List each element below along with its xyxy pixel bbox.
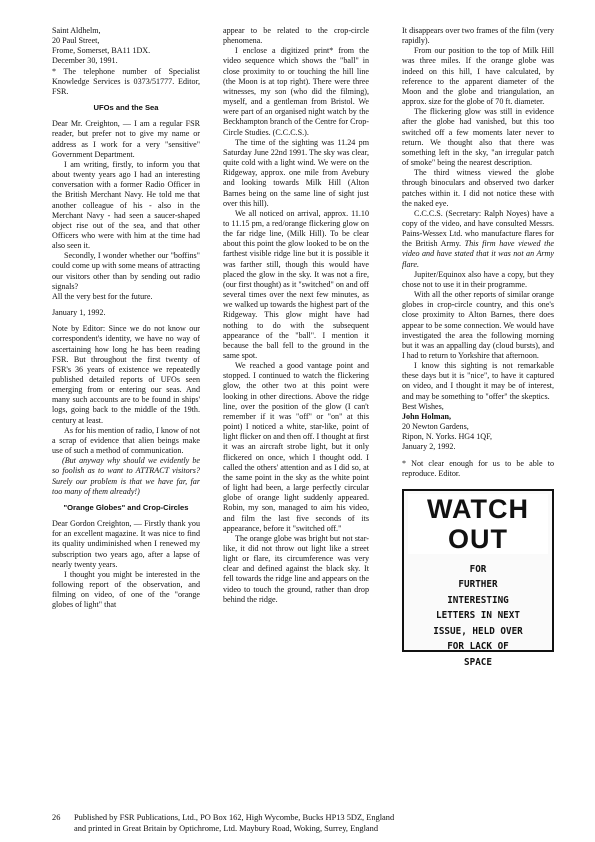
letter-paragraph: All the very best for the future.: [52, 291, 153, 301]
letter-paragraph: Dear Gordon Creighton, — Firstly thank you for an excellent magazine. It was nice to find its quality undiminished when I renewed my subscription two years ago, after a lapse of nearly twenty years.: [52, 519, 200, 569]
letter-text: C.C.C.S. (Secretary: Ralph Noyes) have a copy of the video, and have consulted Messrs. Pains-Wessex Ltd. who manufacture flares for the British Army.: [402, 208, 554, 249]
footer-line-1: [52, 812, 562, 823]
page-number: 26: [52, 813, 61, 822]
address-line: December 30, 1991.: [52, 56, 118, 66]
letter-text-italic: This firm have viewed the video and have stated that it was not an Army flare.: [402, 239, 555, 269]
section-heading: UFOs and the Sea: [93, 103, 159, 113]
editor-footnote: * Not clear enough for us to be able to reproduce. Editor.: [402, 458, 554, 478]
signature-address: 20 Newton Gardens,: [402, 422, 469, 432]
letter-paragraph: I am writing, firstly, to inform you that about twenty years ago I had an interesting conversation with a former Radio Officer in the British Merchant Navy. He told me that another colleague of his - also in the Merchant Navy - had seen a saucer-shaped object rise out of the sea, and that other Officers who were with him at the time had also seen it.: [52, 159, 200, 251]
address-line: 20 Paul Street,: [52, 36, 100, 46]
letter-paragraph: I know this sighting is not remarkable these days but it is "nice", to have it captured on video, and I thought it may be of interest, and may be something to "offer" the skeptics.: [402, 361, 554, 401]
letter-paragraph: The third witness viewed the globe through binoculars and observed two darker patches within it. I did not notice these with the naked eye.: [402, 168, 554, 208]
signature-address: January 2, 1992.: [402, 442, 456, 452]
editor-note: As for his mention of radio, I know of not a scrap of evidence that alien beings make use of such a method of communication.: [52, 425, 200, 456]
section-heading: "Orange Globes" and Crop-Circles: [63, 502, 189, 512]
signature-name: John Holman,: [402, 411, 452, 421]
letter-paragraph: Secondly, I wonder whether our "boffins" could come up with some means of attracting our visitors other than by sending out radio signals?: [52, 251, 200, 291]
address-line: Saint Aldhelm,: [52, 26, 101, 35]
letter-paragraph: With all the other reports of similar orange globes in crop-circle country, and this one's close proximity to Alton Barnes, there does appear to be some connection. We would have investigated the area the following morning but it was an appalling day (cloud bursts), and I had to return to Yorkshire that afternoon.: [402, 290, 554, 360]
address-line: Frome, Somerset, BA11 1DX.: [52, 46, 151, 56]
publisher-line: Published by FSR Publications, Ltd., PO Box 162, High Wycombe, Bucks HP13 5DZ, England: [74, 813, 395, 822]
letter-paragraph: From our position to the top of Milk Hill was three miles. If the orange globe was indeed on this hill, I have calculated, by reference to the apparent diameter of the Moon and the globe and triangulation, an approx. size for the globe of 70 ft. diameter.: [402, 46, 554, 107]
letter-paragraph: The flickering glow was still in evidence after the globe had vanished, but this too switched off a few moments later never to return. We thought also that there was something left in the sky, "an irregular patch of smoke" being the nearest description.: [402, 107, 554, 168]
letter-paragraph: We all noticed on arrival, approx. 11.10 to 11.15 pm, a red/orange flickering glow on the far ridge line, (Milk Hill). To be clear about this point the glow looked to be on the farthest visible ridge line but it is possible it was farther still, though this would have placed the glow in the sky. It was not a fire, (our first thought) as it "switched" on and off several times over the next few minutes, as we walked up towards the highest part of the Ridgeway. This glow might have had nothing to do with the subsequent appearance of the "ball". I mention it because the ball fell to the ground in the same spot.: [223, 208, 369, 360]
editor-note: Note by Editor: Since we do not know our correspondent's identity, we have no way of ascertaining how long he has been reading FSR. But throughout the first twenty of FSR's 36 years of existence we repeatedly published detailed reports of UFOs seen emerging from or entering our seas. And many such accounts are to be found in ships' logs, going back to the middle of the 19th. century at least.: [52, 324, 200, 425]
editor-note-italic: (But anyway why should we evidently be so foolish as to want to ATTRACT visitors? Surely our problem is that we have far, far too many of them already!): [52, 456, 200, 496]
letter-paragraph: The orange globe was bright but not star-like, it did not throw out light like a street light or flare, its circumference was very clear and defined against the black sky. It fell towards the ridge line and appears on the video to touch the ground, rather than drop behind the ridge.: [223, 533, 369, 604]
letter-paragraph: It disappears over two frames of the film (very rapidly).: [402, 26, 554, 46]
letter-paragraph: Jupiter/Equinox also have a copy, but they chose not to use it in their programme.: [402, 269, 554, 289]
column-3: [402, 26, 555, 668]
column-2: [223, 26, 369, 605]
printer-line: and printed in Great Britain by Optichrome, Ltd. Maybury Road, Woking, Surrey, England: [74, 824, 379, 833]
editor-footnote: * The telephone number of Specialist Knowledge Services is 0373/51777. Editor, FSR.: [52, 66, 200, 96]
letter-paragraph: appear to be related to the crop-circle phenomena.: [223, 26, 369, 46]
page-footer: [52, 812, 562, 834]
watch-out-box: [402, 489, 554, 668]
letter-paragraph: I thought you might be interested in the following report of the observation, and filming on video, of one of the "orange globes of light" that: [52, 569, 200, 610]
watch-out-title: WATCH OUT: [408, 494, 548, 554]
letter-paragraph: We reached a good vantage point and stopped. I continued to watch the flickering glow, the other two at this point were looking in other directions. Above the ridge line, over the position of the glow (I can't remember if it was "off" or "on" at this point) I noticed a white, star-like, point of light flicker on and then off. I thought at first it was an aircraft strobe light, but it only flickered on once, which I thought odd. I called the others' attention and as I did so, at the same point in the sky as the white point of light had been, a large perfectly circular globe of orange light suddenly appeared. Robin, my son, managed to aim his video, and film the last five seconds of its appearance, before it "switched off.": [223, 361, 369, 533]
letter-paragraph: [402, 209, 554, 270]
column-1: [52, 26, 200, 610]
letter-date: January 1, 1992.: [52, 308, 106, 318]
letter-paragraph: I enclose a digitized print* from the video sequence which shows the "ball" in close proximity to or touching the hill line (the Moon is at top right). There were three witnesses, my son (who did the filming), myself, and a gentleman from Bristol. We were part of an organised night watch by the Beckhampton branch of the Centre for Crop-Circle Studies. (C.C.C.S.).: [223, 46, 369, 137]
letter-closing: Best Wishes,: [402, 401, 444, 411]
letter-paragraph: Dear Mr. Creighton, — I am a regular FSR reader, but prefer not to give my name or address as I work for a very "sensitive" Government Department.: [52, 119, 200, 159]
letter-paragraph: The time of the sighting was 11.24 pm Saturday June 22nd 1991. The sky was clear, quite cold with a light wind. We were on the Ridgeway, approx. one mile from Avebury and looking towards Milk Hill (Alton Barnes being on the same line of sight just over this hill).: [223, 137, 369, 208]
watch-out-message: FOR FURTHER INTERESTING LETTERS IN NEXT ISSUE, HELD OVER FOR LACK OF SPACE: [433, 563, 523, 668]
signature-address: Ripon, N. Yorks. HG4 1QF,: [402, 432, 492, 442]
